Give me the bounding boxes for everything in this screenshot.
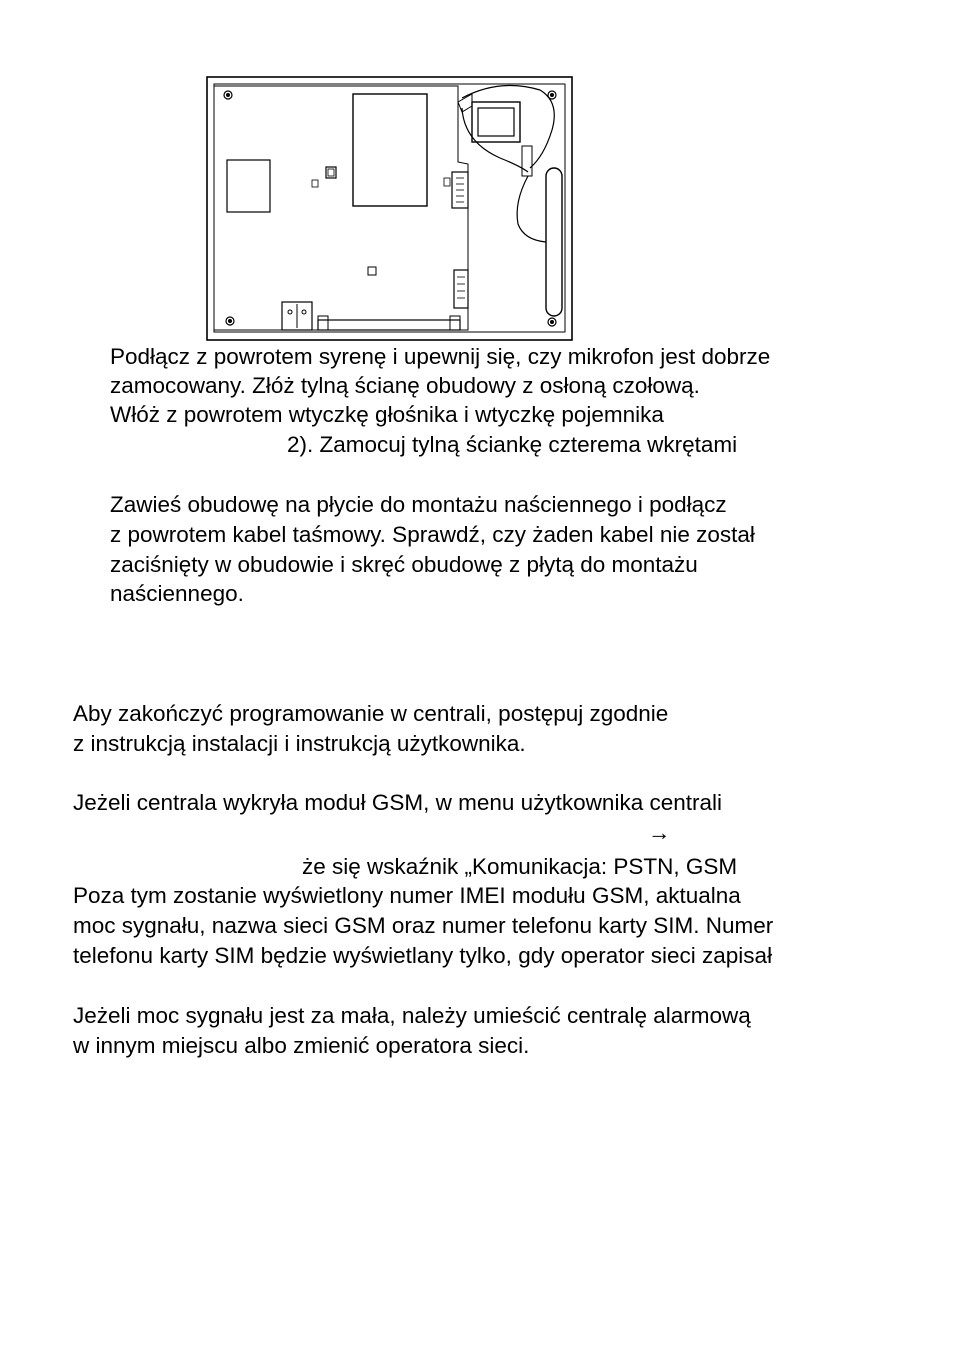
bottom-rail [318, 320, 460, 330]
step2-line-1: Zawieś obudowę na płycie do montażu naściennego i podłącz [110, 492, 727, 517]
gsm-module [353, 94, 427, 206]
prog-p3-line-2: w innym miejscu albo zmienić operatora sieci. [73, 1033, 530, 1058]
step1-line-3: Włóż z powrotem wtyczkę głośnika i wtyczkę pojemnika [110, 402, 664, 427]
connector-lower [454, 270, 468, 308]
step2-line-2: z powrotem kabel taśmowy. Sprawdź, czy żaden kabel nie został [110, 522, 755, 547]
prog-p2-line-5: moc sygnału, nazwa sieci GSM oraz numer telefonu karty SIM. Numer [73, 913, 774, 938]
speaker-cable [462, 86, 554, 169]
step2-line-4: naściennego. [110, 581, 244, 606]
step1-line-4: 2). Zamocuj tylną ściankę czterema wkrętami [287, 432, 738, 457]
prog-p3-line-1: Jeżeli moc sygnału jest za mała, należy umieścić centralę alarmową [73, 1003, 751, 1028]
prog-p2-line-4: Poza tym zostanie wyświetlony numer IMEI modułu GSM, aktualna [73, 883, 741, 908]
prog-p2-line-1: Jeżeli centrala wykryła moduł GSM, w menu użytkownika centrali [73, 790, 722, 815]
step2-line-3: zaciśnięty w obudowie i skręć obudowę z płytą do montażu [110, 552, 698, 577]
prog-p1-line-1: Aby zakończyć programowanie w centrali, postępuj zgodnie [73, 701, 669, 726]
step1-line-1: Podłącz z powrotem syrenę i upewnij się, czy mikrofon jest dobrze [110, 344, 771, 369]
prog-p2-line-6: telefonu karty SIM będzie wyświetlany tylko, gdy operator sieci zapisał [73, 943, 773, 968]
device-back-panel-svg [200, 72, 580, 344]
device-back-panel-diagram [200, 72, 580, 344]
battery-wire [517, 176, 546, 242]
component-center [368, 267, 376, 275]
step1-line-2: zamocowany. Złóż tylną ścianę obudowy z osłoną czołową. [110, 373, 700, 398]
pcb-outline [214, 86, 468, 330]
prog-p1-line-2: z instrukcją instalacji i instrukcją użytkownika. [73, 731, 526, 756]
housing-inner [214, 84, 565, 332]
battery-slot [546, 168, 562, 316]
arrow-right-icon: → [648, 820, 671, 845]
prog-p2-line-3: że się wskaźnik „Komunikacja: PSTN, GSM [302, 854, 738, 879]
module-square [227, 160, 270, 212]
